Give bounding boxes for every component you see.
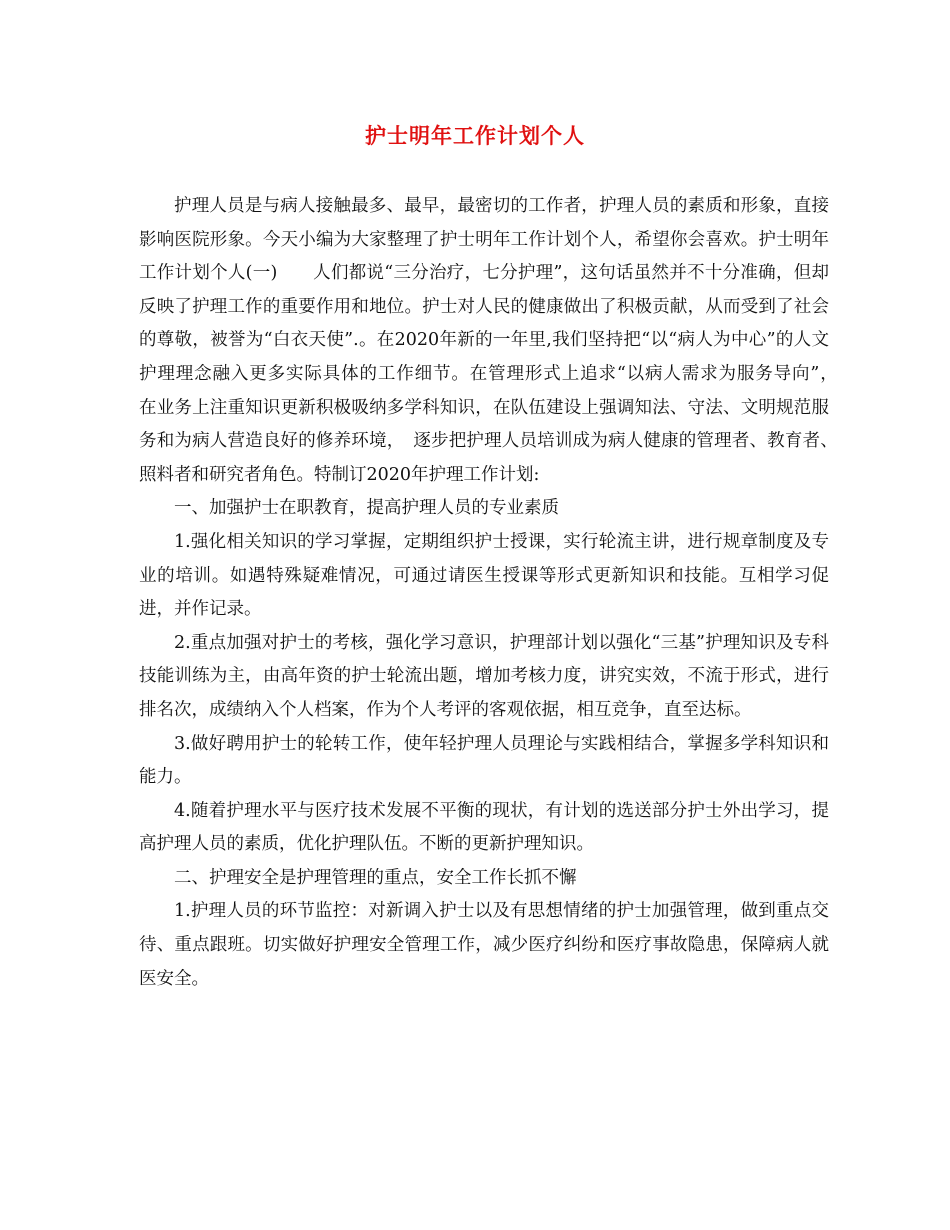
paragraph-item-1-4: 4.随着护理水平与医疗技术发展不平衡的现状，有计划的选送部分护士外出学习，提高护理人员的素质，优化护理队伍。不断的更新护理知识。 bbox=[139, 800, 829, 855]
paragraph-intro: 护理人员是与病人接触最多、最早，最密切的工作者，护理人员的素质和形象，直接影响医院形象。今天小编为大家整理了护士明年工作计划个人，希望你会喜欢。护士明年工作计划个人(一) 人们都说“三分治疗，七分护理”，这句话虽然并不十分准确，但却反映了护理工作的重要作用和地位。护士对人民的健康做出了积极贡献，从而受到了社会的尊敬，被誉为“白衣天使”.。在2020年新的一年里,我们坚持把“以“病人为中心”的人文护理理念融入更多实际具体的工作细节。在管理形式上追求“以病人需求为服务导向”， 在业务上注重知识更新积极吸纳多学科知识，在队伍建设上强调知法、守法、文明规范服务和为病人营造良好的修养环境， 逐步把护理人员培训成为病人健康的管理者、教育者、 照料者和研究者角色。特制订2020年护理工作计划: bbox=[139, 196, 847, 485]
paragraph-item-1-3: 3.做好聘用护士的轮转工作，使年轻护理人员理论与实践相结合，掌握多学科知识和能力。 bbox=[139, 733, 829, 788]
document-title: 护士明年工作计划个人 bbox=[365, 124, 585, 148]
paragraph-item-1-1: 1.强化相关知识的学习掌握，定期组织护士授课，实行轮流主讲，进行规章制度及专业的培训。如遇特殊疑难情况，可通过请医生授课等形式更新知识和技能。互相学习促进，并作记录。 bbox=[139, 531, 829, 620]
paragraph-item-1-2: 2.重点加强对护士的考核，强化学习意识，护理部计划以强化“三基”护理知识及专科技能训练为主，由高年资的护士轮流出题，增加考核力度，讲究实效，不流于形式，进行排名次，成绩纳入个人档案，作为个人考评的客观依据，相互竞争，直至达标。 bbox=[139, 632, 829, 720]
paragraph-item-2-1: 1.护理人员的环节监控：对新调入护士以及有思想情绪的护士加强管理，做到重点交待、重点跟班。切实做好护理安全管理工作，减少医疗纠纷和医疗事故隐患，保障病人就医安全。 bbox=[139, 901, 829, 989]
section-heading-1: 一、加强护士在职教育，提高护理人员的专业素质 bbox=[174, 498, 559, 519]
section-heading-2: 二、护理安全是护理管理的重点，安全工作长抓不懈 bbox=[174, 867, 577, 888]
document-body bbox=[139, 190, 847, 996]
